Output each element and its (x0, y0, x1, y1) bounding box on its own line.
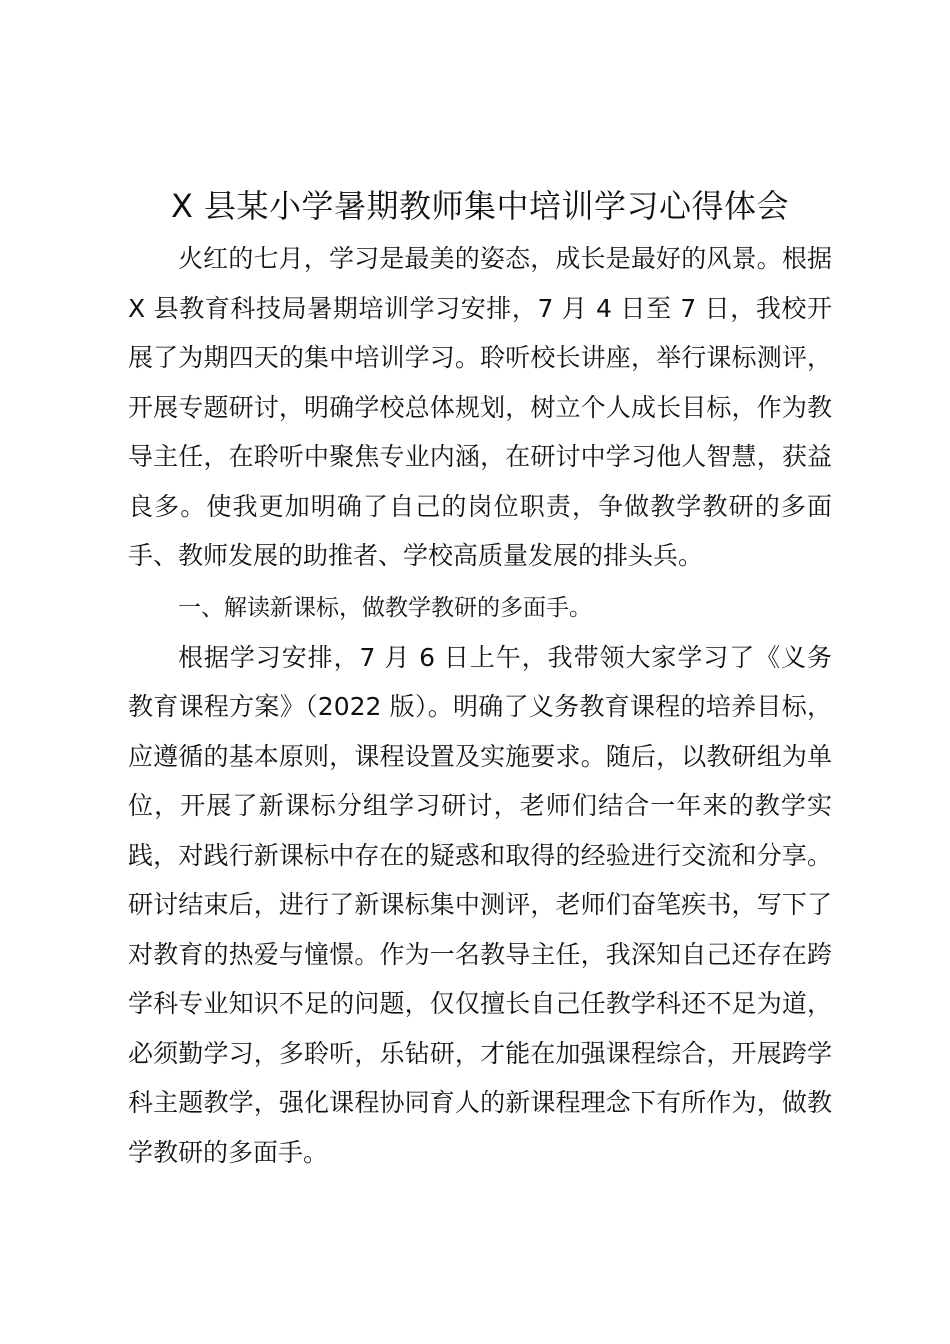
section-heading: 一、解读新课标，做教学教研的多面手。 (178, 594, 592, 621)
section-paragraph: 根据学习安排，7 月 6 日上午，我带领大家学习了《义务教育课程方案》（2022 版）。明确了义务教育课程的培养目标，应遵循的基本原则，课程设置及实施要求。随后，以教研组为单位，开展了新课标分组学习研讨，老师们结合一年来的教学实践，对践行新课标中存在的疑惑和取得的经验进行交流和分享。研讨结束后，进行了新课标集中测评，老师们奋笔疾书，写下了对教育的热爱与憧憬。作为一名教导主任，我深知自己还存在跨学科专业知识不足的问题，仅仅擅长自己任教学科还不足为道，必须勤学习，多聆听，乐钻研，才能在加强课程综合，开展跨学科主题教学，强化课程协同育人的新课程理念下有所作为，做教学教研的多面手。 (128, 642, 832, 1167)
intro-paragraph: 火红的七月，学习是最美的姿态，成长是最好的风景。根据 X 县教育科技局暑期培训学习安排，7 月 4 日至 7 日，我校开展了为期四天的集中培训学习。聆听校长讲座，举行课标测评，开展专题研讨，明确学校总体规划，树立个人成长目标，作为教导主任，在聆听中聚焦专业内涵，在研讨中学习他人智慧，获益良多。使我更加明确了自己的岗位职责，争做教学教研的多面手、教师发展的助推者、学校高质量发展的排头兵。 (128, 244, 832, 570)
document-title: X 县某小学暑期教师集中培训学习心得体会 (170, 187, 790, 225)
document-page (128, 178, 832, 1177)
